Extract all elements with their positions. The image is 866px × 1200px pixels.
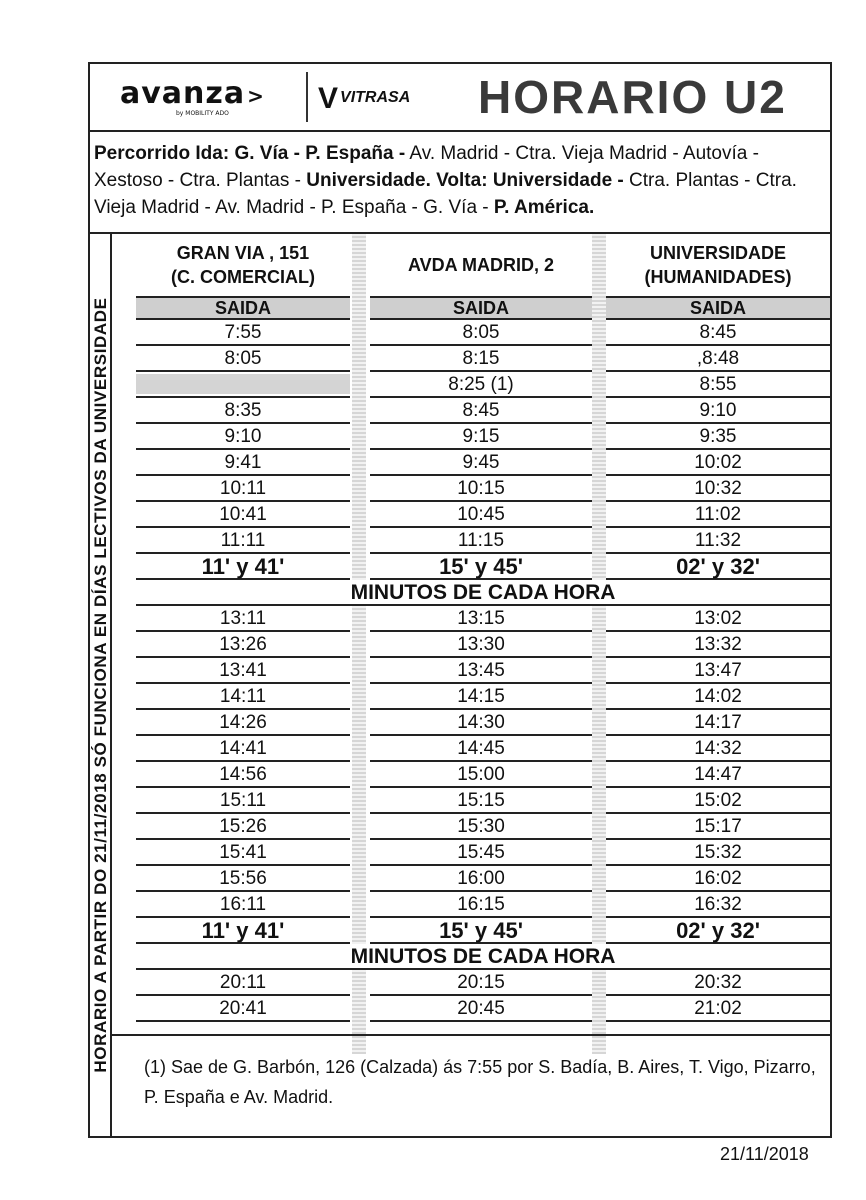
time-cell: 10:15	[457, 478, 505, 499]
time-cell: 13:26	[219, 634, 267, 655]
time-cell: 21:02	[694, 998, 742, 1019]
time-cell: 10:02	[694, 452, 742, 473]
table-row	[136, 346, 350, 372]
frequency-row	[606, 554, 830, 580]
time-cell: 8:05	[224, 348, 262, 369]
side-banner	[90, 234, 112, 1136]
table-row	[606, 424, 830, 450]
column-subheader: SAIDA	[136, 296, 350, 320]
column-header	[370, 234, 592, 296]
column-subheader: SAIDA	[606, 296, 830, 320]
vitrasa-logo-text: VITRASA	[340, 89, 411, 106]
column-header-text	[645, 241, 792, 289]
time-cell: 16:00	[457, 868, 505, 889]
time-cell: 20:45	[457, 998, 505, 1019]
table-row	[370, 814, 592, 840]
table-row	[606, 788, 830, 814]
table-row	[606, 892, 830, 918]
time-cell: 15:02	[694, 790, 742, 811]
table-row	[136, 632, 350, 658]
table-row	[136, 840, 350, 866]
table-row	[136, 450, 350, 476]
table-row	[136, 814, 350, 840]
table-row	[370, 372, 592, 398]
time-cell: 15:56	[219, 868, 267, 889]
table-row	[370, 840, 592, 866]
column-divider	[592, 234, 606, 1054]
column-header-line: (HUMANIDADES)	[644, 267, 792, 287]
time-cell: 15:41	[219, 842, 267, 863]
route-text: Av. Madrid - Ctra. Vieja Madrid - Autovía - Xestoso -	[94, 143, 759, 191]
column-divider	[352, 234, 366, 1054]
time-cell: 15:11	[219, 790, 267, 811]
table-row	[370, 632, 592, 658]
time-cell: 8:05	[462, 322, 500, 343]
frequency-cell: 15' y 45'	[439, 918, 523, 943]
time-cell: 14:56	[219, 764, 267, 785]
table-row	[370, 684, 592, 710]
table-row	[136, 606, 350, 632]
column-header-text	[171, 241, 315, 289]
time-cell: 20:32	[694, 972, 742, 993]
table-row	[136, 528, 350, 554]
frequency-cell: 02' y 32'	[676, 554, 760, 579]
time-cell: 8:15	[462, 348, 500, 369]
time-cell: 15:17	[694, 816, 742, 837]
frequency-row	[370, 554, 592, 580]
avanza-logo-text: avanza	[120, 76, 246, 111]
frequency-row	[136, 554, 350, 580]
time-cell: 10:32	[694, 478, 742, 499]
table-row	[606, 762, 830, 788]
frequency-row	[606, 918, 830, 944]
table-row	[136, 710, 350, 736]
table-row	[136, 788, 350, 814]
time-cell: 16:02	[694, 868, 742, 889]
table-row	[136, 658, 350, 684]
table-row	[606, 320, 830, 346]
vitrasa-v-icon: V	[318, 82, 339, 115]
header	[90, 64, 830, 132]
table-row	[606, 398, 830, 424]
column-header-line: AVDA MADRID, 2	[407, 255, 554, 275]
route-text: P. América.	[493, 197, 595, 218]
time-cell: 14:17	[694, 712, 742, 733]
frequency-cell: 15' y 45'	[439, 554, 523, 579]
time-cell: 8:25 (1)	[448, 374, 514, 395]
route-text: Av. Madrid - P. España - G. Vía -	[215, 197, 489, 218]
time-cell	[136, 374, 350, 394]
frequency-cell: 11' y 41'	[201, 918, 285, 943]
time-cell: 20:15	[457, 972, 505, 993]
table-row	[370, 762, 592, 788]
table-row	[136, 502, 350, 528]
time-cell: 8:45	[699, 322, 737, 343]
time-cell: 11:32	[694, 530, 742, 551]
time-cell: 15:15	[457, 790, 505, 811]
route-text: Universidade -	[492, 170, 624, 191]
table-row	[370, 450, 592, 476]
time-cell: 8:55	[699, 374, 737, 395]
column-header	[606, 234, 830, 296]
route-text: Ctra. Plantas - Ctra. Vieja Madrid -	[94, 170, 797, 218]
time-cell: 8:45	[462, 400, 500, 421]
footnote: (1) Sae de G. Barbón, 126 (Calzada) ás 7:55 por S. Badía, B. Aires, T. Vigo, Pizarro, P. España e Av. Madrid.	[112, 1034, 830, 1136]
table-row	[136, 892, 350, 918]
avanza-logo	[120, 76, 265, 117]
table-row	[136, 320, 350, 346]
table-row	[370, 606, 592, 632]
frequency-cell: 02' y 32'	[676, 918, 760, 943]
table-row	[370, 320, 592, 346]
table-row	[606, 632, 830, 658]
minutes-band: MINUTOS DE CADA HORA	[136, 944, 830, 970]
document-date: 21/11/2018	[720, 1144, 809, 1164]
table-row	[606, 996, 830, 1022]
vitrasa-logo	[318, 82, 410, 116]
time-cell: 14:32	[694, 738, 742, 759]
route-text: P. España -	[305, 143, 406, 164]
route-ida-label: Percorrido Ida:	[94, 143, 230, 164]
table-row	[136, 762, 350, 788]
time-cell: 13:11	[219, 608, 267, 629]
time-cell: 9:35	[699, 426, 737, 447]
table-row	[136, 398, 350, 424]
column-header	[136, 234, 350, 296]
table-row	[136, 736, 350, 762]
time-cell: 13:32	[694, 634, 742, 655]
table-row	[606, 372, 830, 398]
time-cell: 7:55	[224, 322, 262, 343]
chevron-right-icon: >	[247, 84, 265, 108]
time-cell: 9:15	[462, 426, 500, 447]
route-text: Universidade.	[306, 170, 431, 191]
time-cell: 9:10	[224, 426, 262, 447]
time-cell: 15:45	[457, 842, 505, 863]
table-row	[136, 476, 350, 502]
table-row	[606, 528, 830, 554]
time-cell: 13:41	[219, 660, 267, 681]
table-row	[136, 866, 350, 892]
table-row	[606, 736, 830, 762]
table-row	[606, 450, 830, 476]
time-cell: 14:15	[457, 686, 505, 707]
time-cell: 20:41	[219, 998, 267, 1019]
time-cell: 14:30	[457, 712, 505, 733]
time-cell: 14:45	[457, 738, 505, 759]
timetable-frame	[88, 62, 832, 1138]
table-row	[370, 788, 592, 814]
page-title: HORARIO U2	[478, 71, 787, 123]
time-cell: 10:41	[219, 504, 267, 525]
table-row	[606, 684, 830, 710]
time-cell: 13:45	[457, 660, 505, 681]
minutes-band: MINUTOS DE CADA HORA	[136, 580, 830, 606]
time-cell: 14:02	[694, 686, 742, 707]
time-cell: 11:02	[694, 504, 742, 525]
table-row	[606, 658, 830, 684]
time-cell: 11:11	[220, 530, 266, 551]
time-cell: 16:11	[219, 894, 267, 915]
time-cell: 15:00	[457, 764, 505, 785]
time-cell: 16:32	[694, 894, 742, 915]
table-row	[370, 866, 592, 892]
table-row	[606, 606, 830, 632]
time-cell: 16:15	[457, 894, 505, 915]
table-row	[370, 892, 592, 918]
time-cell: 14:41	[219, 738, 267, 759]
frequency-cell: 11' y 41'	[201, 554, 285, 579]
avanza-logo-subtitle: by MOBILITY ADO	[176, 110, 229, 117]
column-header-line: (C. COMERCIAL)	[171, 267, 315, 287]
column-header-text	[408, 253, 554, 277]
table-row	[370, 658, 592, 684]
table-row	[136, 684, 350, 710]
table-row	[606, 840, 830, 866]
table-row	[370, 710, 592, 736]
table-row	[606, 710, 830, 736]
table-row	[370, 502, 592, 528]
table-row	[370, 476, 592, 502]
time-cell: 11:15	[457, 530, 505, 551]
frequency-row	[370, 918, 592, 944]
table-row	[370, 528, 592, 554]
time-cell: 15:30	[457, 816, 505, 837]
time-cell: 13:02	[694, 608, 742, 629]
time-cell: 15:26	[219, 816, 267, 837]
time-cell: 13:47	[694, 660, 742, 681]
table-row	[606, 502, 830, 528]
table-row	[370, 970, 592, 996]
logo-divider	[306, 72, 308, 122]
table-row	[370, 736, 592, 762]
time-cell: ,8:48	[696, 348, 740, 369]
table-row	[606, 476, 830, 502]
time-cell: 13:15	[457, 608, 505, 629]
table-row	[606, 970, 830, 996]
route-volta-label: Volta:	[436, 170, 488, 191]
time-cell: 15:32	[694, 842, 742, 863]
time-cell: 14:11	[219, 686, 267, 707]
time-cell: 10:45	[457, 504, 505, 525]
table-row	[136, 424, 350, 450]
table-row	[370, 346, 592, 372]
table-row	[606, 346, 830, 372]
time-cell: 9:41	[224, 452, 262, 473]
table-row	[370, 996, 592, 1022]
time-cell: 10:11	[219, 478, 267, 499]
table-row	[370, 424, 592, 450]
table-row	[136, 970, 350, 996]
time-cell: 14:47	[694, 764, 742, 785]
table-row	[606, 814, 830, 840]
time-cell: 20:11	[219, 972, 267, 993]
column-subheader: SAIDA	[370, 296, 592, 320]
time-cell: 9:45	[462, 452, 500, 473]
table-row	[606, 866, 830, 892]
column-header-line: UNIVERSIDADE	[649, 243, 787, 263]
route-description	[90, 130, 830, 234]
time-cell: 9:10	[699, 400, 737, 421]
side-banner-text: HORARIO A PARTIR DO 21/11/2018 SÓ FUNCIONA EN DÍAS LECTIVOS DA UNIVERSIDADE	[91, 297, 110, 1073]
time-cell: 13:30	[457, 634, 505, 655]
route-text: Ctra. Plantas -	[179, 170, 301, 191]
route-text: G. Vía -	[234, 143, 300, 164]
table-row	[136, 996, 350, 1022]
column-header-line: GRAN VIA , 151	[176, 243, 310, 263]
frequency-row	[136, 918, 350, 944]
table-row	[370, 398, 592, 424]
table-row	[136, 372, 350, 398]
time-cell: 8:35	[224, 400, 262, 421]
time-cell: 14:26	[219, 712, 267, 733]
